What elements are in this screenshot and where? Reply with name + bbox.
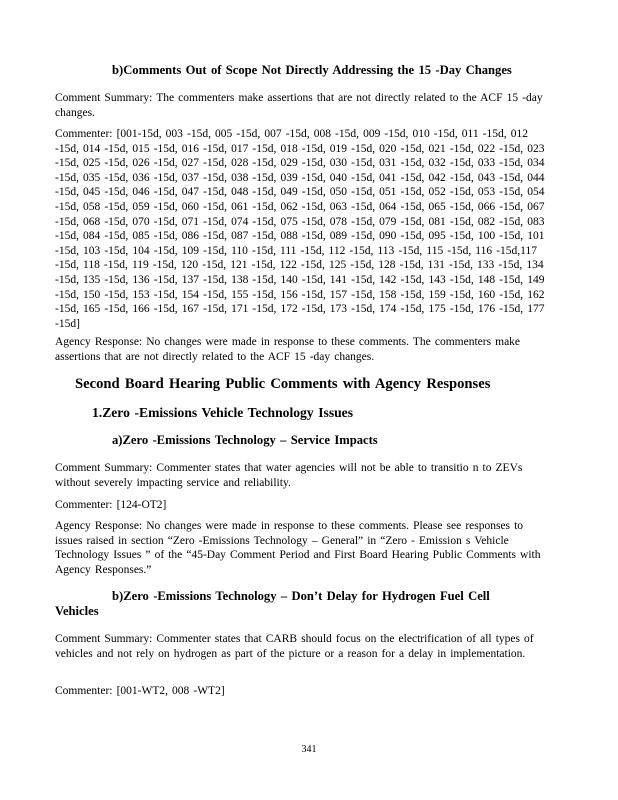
zev-technology-issues-heading: 1.Zero -Emissions Vehicle Technology Issues	[92, 405, 353, 420]
out-of-scope-summary: Comment Summary: The commenters make assertions that are not directly related to the ACF 15 -day changes.	[55, 92, 543, 119]
service-impacts-agency-response: Agency Response: No changes were made in response to these comments. Please see responses to issues raised in section “Zero -Emissions Technology – General” in “Zero - Emission s Vehicle Technology Issues ” of the “45-Day Comment Period and First Board Hearing Public Comments with Agency Responses.”	[55, 520, 541, 576]
service-impacts-summary: Comment Summary: Commenter states that water agencies will not be able to transitio n to ZEVs without severely impacting service and reliability.	[55, 462, 523, 489]
page-number: 341	[301, 744, 317, 755]
out-of-scope-agency-response: Agency Response: No changes were made in response to these comments. The commenters make assertions that are not directly related to the ACF 15 -day changes.	[55, 336, 521, 363]
hydrogen-summary: Comment Summary: Commenter states that CARB should focus on the electrification of all types of vehicles and not rely on hydrogen as part of the picture or a reason for a delay in implementation.	[55, 633, 534, 660]
out-of-scope-commenter-list: Commenter: [001-15d, 003 -15d, 005 -15d, 007 -15d, 008 -15d, 009 -15d, 010 -15d, 011 -15d, 012 -15d, 014 -15d, 015 -15d, 016 -15d, 017 -15d, 018 -15d, 019 -15d, 020 -15d, 021 -15d, 022 -15d, 023 -15d, 025 -15d, 026 -15d, 027 -15d, 028 -15d, 029 -15d, 030 -15d, 031 -15d, 032 -15d, 033 -15d, 034 -15d, 035 -15d, 036 -15d, 037 -15d, 038 -15d, 039 -15d, 040 -15d, 041 -15d, 042 -15d, 043 -15d, 044 -15d, 045 -15d, 046 -15d, 047 -15d, 048 -15d, 049 -15d, 050 -15d, 051 -15d, 052 -15d, 053 -15d, 054 -15d, 058 -15d, 059 -15d, 060 -15d, 061 -15d, 062 -15d, 063 -15d, 064 -15d, 065 -15d, 066 -15d, 067 -15d, 068 -15d, 070 -15d, 071 -15d, 074 -15d, 075 -15d, 078 -15d, 079 -15d, 081 -15d, 082 -15d, 083 -15d, 084 -15d, 085 -15d, 086 -15d, 087 -15d, 088 -15d, 089 -15d, 090 -15d, 095 -15d, 100 -15d, 101 -15d, 103 -15d, 104 -15d, 109 -15d, 110 -15d, 111 -15d, 112 -15d, 113 -15d, 115 -15d, 116 -15d,117 -15d, 118 -15d, 119 -15d, 120 -15d, 121 -15d, 122 -15d, 125 -15d, 128 -15d, 131 -15d, 133 -15d, 134 -15d, 135 -15d, 136 -15d, 137 -15d, 138 -15d, 140 -15d, 141 -15d, 142 -15d, 143 -15d, 148 -15d, 149 -15d, 150 -15d, 153 -15d, 154 -15d, 155 -15d, 156 -15d, 157 -15d, 158 -15d, 159 -15d, 160 -15d, 162 -15d, 165 -15d, 166 -15d, 167 -15d, 171 -15d, 172 -15d, 173 -15d, 174 -15d, 175 -15d, 176 -15d, 177 -15d]	[55, 128, 545, 330]
second-board-hearing-heading: Second Board Hearing Public Comments with Agency Responses	[75, 376, 491, 392]
hydrogen-commenter: Commenter: [001-WT2, 008 -WT2]	[55, 685, 225, 697]
hydrogen-fuel-cell-heading: b)Zero -Emissions Technology – Don’t Delay for Hydrogen Fuel Cell Vehicles	[55, 589, 490, 618]
out-of-scope-heading: b)Comments Out of Scope Not Directly Addressing the 15 -Day Changes	[112, 63, 512, 77]
service-impacts-heading: a)Zero -Emissions Technology – Service Impacts	[112, 433, 378, 447]
service-impacts-commenter: Commenter: [124-OT2]	[55, 499, 167, 511]
